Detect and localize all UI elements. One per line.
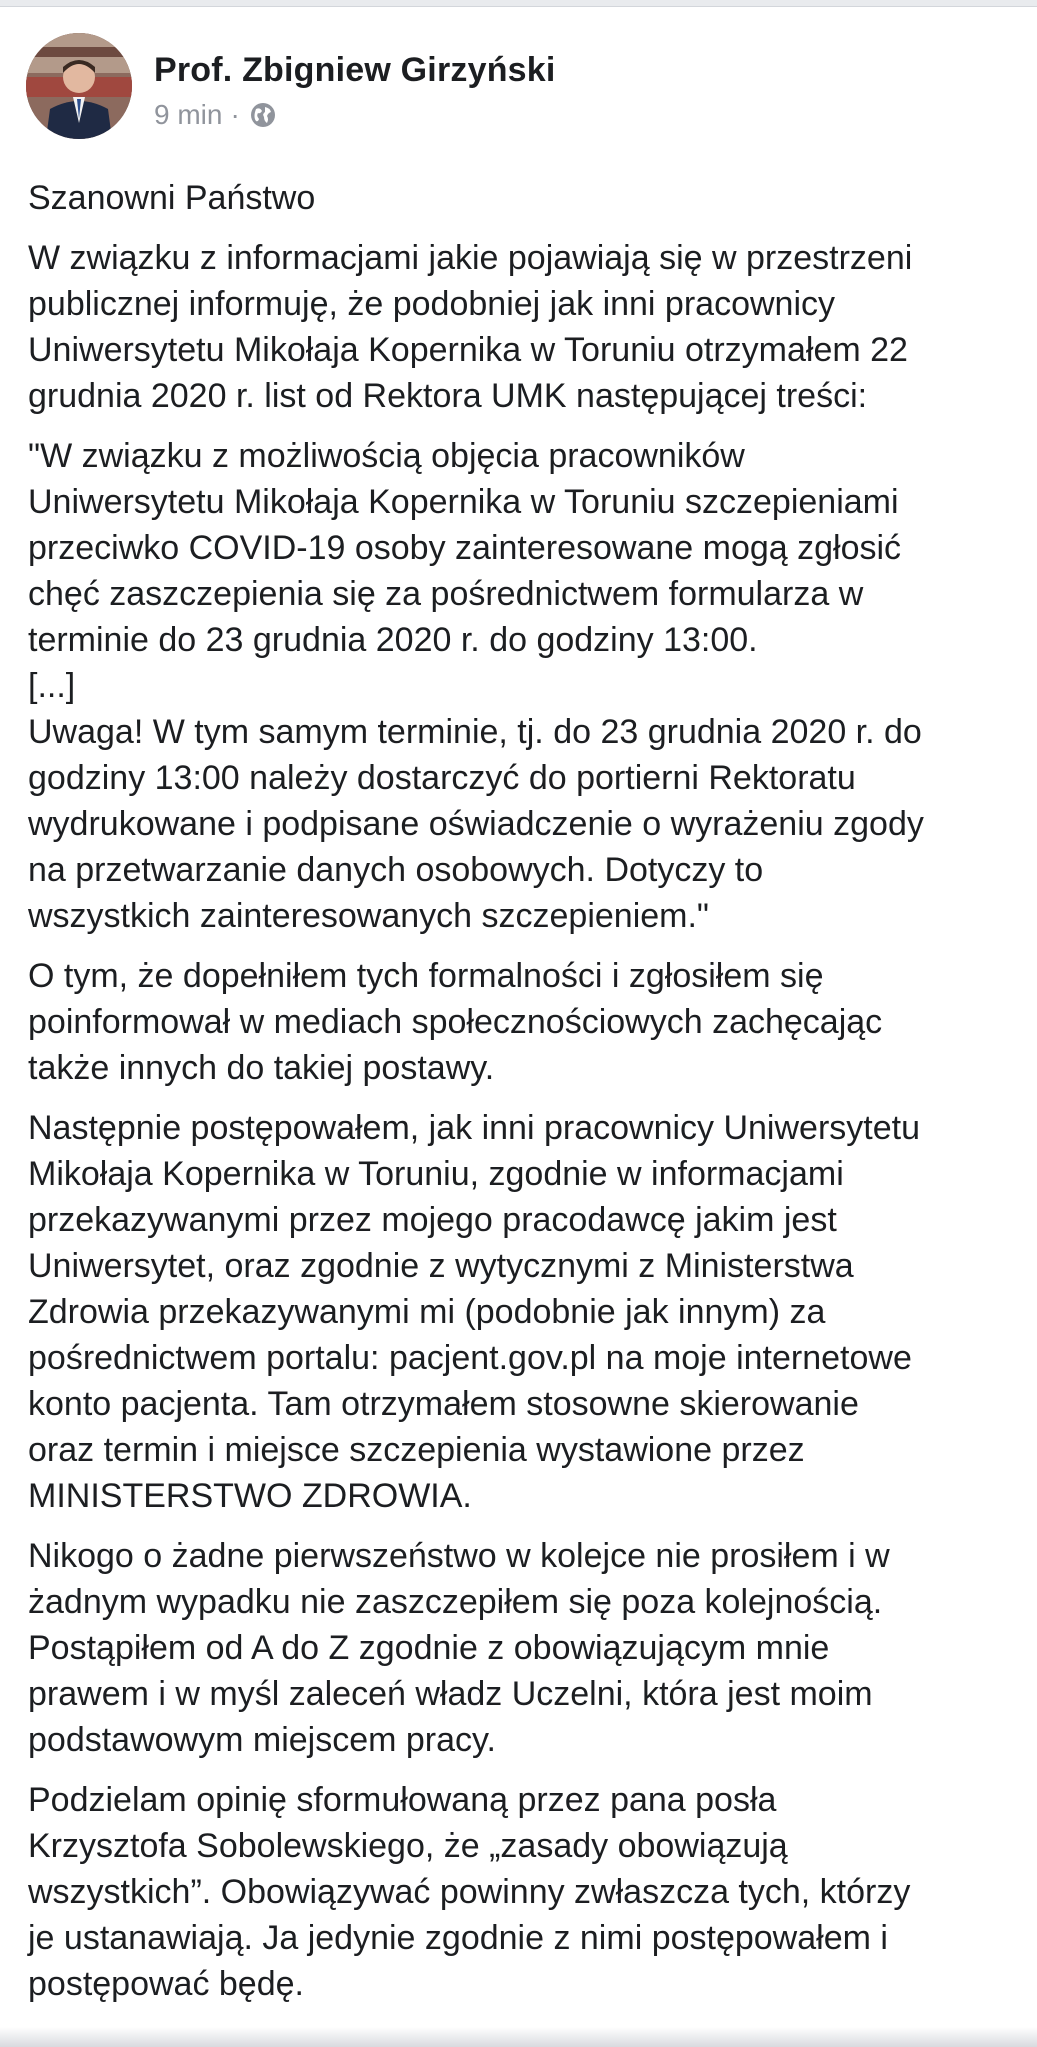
text-line: O tym, że dopełniłem tych formalności i zgłosiłem się <box>28 957 824 995</box>
text-line: wszystkich”. Obowiązywać powinny zwłaszcza tych, którzy <box>28 1873 911 1911</box>
text-line: Mikołaja Kopernika w Toruniu, zgodnie w informacjami <box>28 1155 844 1193</box>
post-header <box>26 33 1006 143</box>
text-line: publicznej informuję, że podobniej jak inni pracownicy <box>28 285 836 323</box>
text-line: podstawowym miejscem pracy. <box>28 1721 496 1759</box>
text-line: grudnia 2020 r. list od Rektora UMK następującej treści: <box>28 377 868 415</box>
text-line: W związku z informacjami jakie pojawiają się w przestrzeni <box>28 239 913 277</box>
text-line: przekazywanymi przez mojego pracodawcę jakim jest <box>28 1201 837 1239</box>
author-avatar[interactable] <box>26 33 132 139</box>
text-line: Uniwersytetu Mikołaja Kopernika w Toruniu otrzymałem 22 <box>28 331 908 369</box>
post-body <box>28 175 1018 2021</box>
bottom-fade <box>0 2027 1037 2047</box>
greeting-text: Szanowni Państwo <box>28 179 316 217</box>
text-line: poinformował w mediach społecznościowych zachęcając <box>28 1003 883 1041</box>
text-line: terminie do 23 grudnia 2020 r. do godziny 13:00. <box>28 621 758 659</box>
paragraph-1 <box>28 235 1018 419</box>
text-line: żadnym wypadku nie zaszczepiłem się poza kolejnością. <box>28 1583 883 1621</box>
text-line: je ustanawiają. Ja jedynie zgodnie z nimi postępowałem i <box>28 1919 888 1957</box>
meta-separator: · <box>230 99 240 130</box>
text-line: Postąpiłem od A do Z zgodnie z obowiązującym mnie <box>28 1629 830 1667</box>
paragraph-4 <box>28 1105 1018 1519</box>
post-meta <box>154 99 276 131</box>
paragraph-6 <box>28 1777 1018 2007</box>
text-line: chęć zaszczepienia się za pośrednictwem formularza w <box>28 575 864 613</box>
text-line: Zdrowia przekazywanymi mi (podobnie jak innym) za <box>28 1293 826 1331</box>
text-line: godziny 13:00 należy dostarczyć do portierni Rektoratu <box>28 759 856 797</box>
facebook-post <box>0 7 1037 2047</box>
text-line: prawem i w myśl zaleceń władz Uczelni, która jest moim <box>28 1675 873 1713</box>
paragraph-3 <box>28 953 1018 1091</box>
paragraph-5 <box>28 1533 1018 1763</box>
greeting-paragraph <box>28 175 1018 221</box>
globe-icon[interactable] <box>250 102 276 128</box>
text-line: przeciwko COVID-19 osoby zainteresowane mogą zgłosić <box>28 529 902 567</box>
paragraph-quote <box>28 433 1018 939</box>
text-line: postępować będę. <box>28 1965 304 2003</box>
author-name[interactable]: Prof. Zbigniew Girzyński <box>154 51 556 89</box>
text-line: Nikogo o żadne pierwszeństwo w kolejce nie prosiłem i w <box>28 1537 890 1575</box>
text-line: "W związku z możliwością objęcia pracowników <box>28 437 745 475</box>
text-line: MINISTERSTWO ZDROWIA. <box>28 1477 472 1515</box>
text-line: Uniwersytetu Mikołaja Kopernika w Toruniu szczepieniami <box>28 483 899 521</box>
text-line: Podzielam opinię sformułowaną przez pana posła <box>28 1781 777 1819</box>
text-line: Krzysztofa Sobolewskiego, że „zasady obowiązują <box>28 1827 788 1865</box>
text-line: [...] <box>28 667 76 705</box>
top-divider <box>0 0 1037 7</box>
text-line: wydrukowane i podpisane oświadczenie o wyrażeniu zgody <box>28 805 924 843</box>
text-line: wszystkich zainteresowanych szczepieniem." <box>28 897 709 935</box>
text-line: także innych do takiej postawy. <box>28 1049 495 1087</box>
text-line: konto pacjenta. Tam otrzymałem stosowne skierowanie <box>28 1385 859 1423</box>
text-line: Następnie postępowałem, jak inni pracownicy Uniwersytetu <box>28 1109 920 1147</box>
text-line: na przetwarzanie danych osobowych. Dotyczy to <box>28 851 764 889</box>
profile-photo-icon <box>26 33 132 139</box>
post-time[interactable]: 9 min <box>154 99 223 130</box>
text-line: pośrednictwem portalu: pacjent.gov.pl na moje internetowe <box>28 1339 912 1377</box>
text-line: Uwaga! W tym samym terminie, tj. do 23 grudnia 2020 r. do <box>28 713 922 751</box>
text-line: oraz termin i miejsce szczepienia wystawione przez <box>28 1431 805 1469</box>
text-line: Uniwersytet, oraz zgodnie z wytycznymi z Ministerstwa <box>28 1247 854 1285</box>
